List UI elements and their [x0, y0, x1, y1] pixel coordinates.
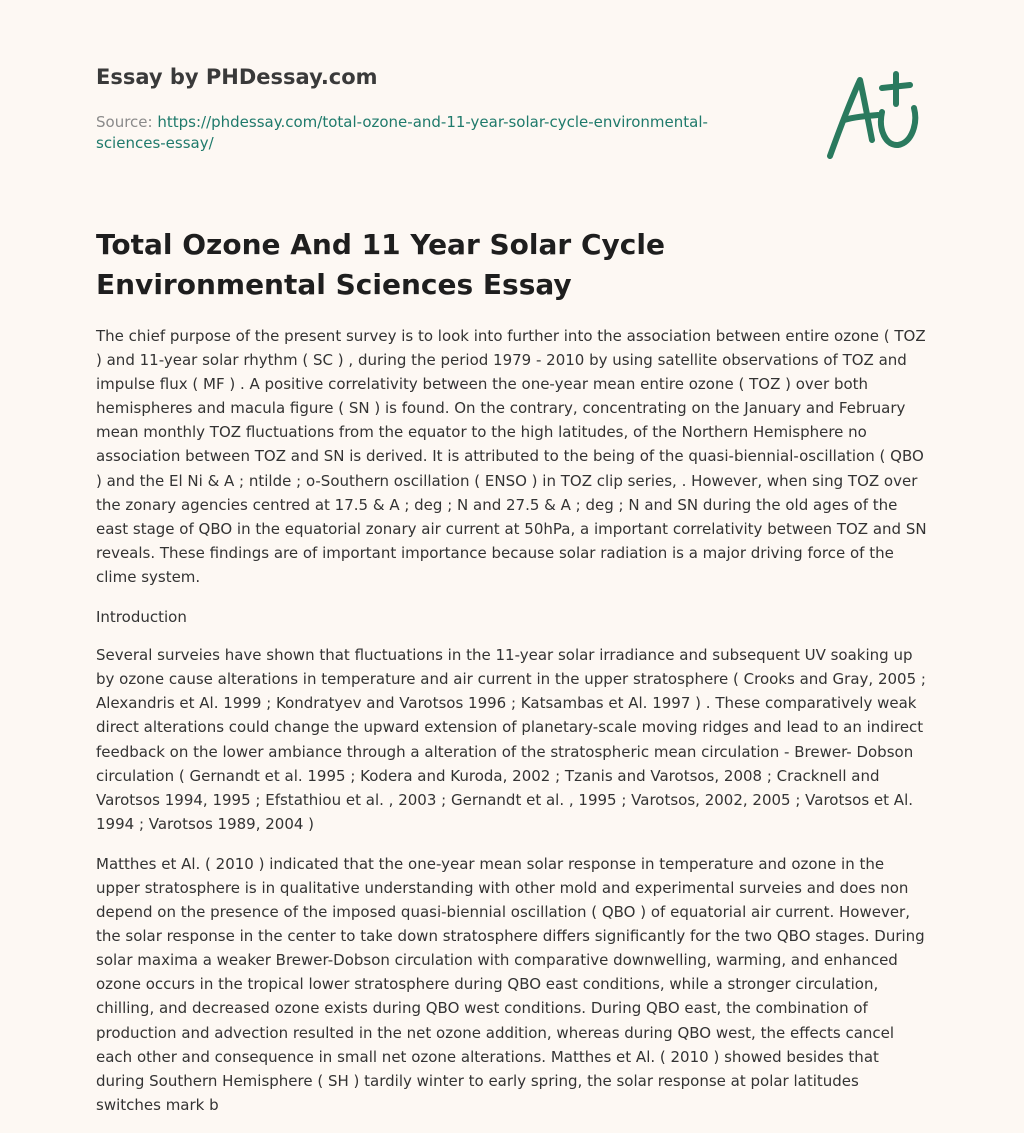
source-line [96, 112, 746, 154]
essay-body [96, 324, 928, 1133]
body-paragraph: Matthes et Al. ( 2010 ) indicated that the one-year mean solar response in temperature and ozone in the upper stratosphere is in qualitative understanding with other mold and experimental surveies and does non depend on the presence of the imposed quasi-biennial oscillation ( QBO ) of equatorial air current. However, the solar response in the center to take down stratosphere differs significantly for the two QBO stages. During solar maxima a weaker Brewer-Dobson circulation with comparative downwelling, warming, and enhanced ozone occurs in the tropical lower stratosphere during QBO east conditions, while a stronger circulation, chilling, and decreased ozone exists during QBO west conditions. During QBO east, the combination of production and advection resulted in the net ozone addition, whereas during QBO west, the effects cancel each other and consequence in small net ozone alterations. Matthes et Al. ( 2010 ) showed besides that during Southern Hemisphere ( SH ) tardily winter to early spring, the solar response at polar latitudes switches mark b [96, 854, 925, 1114]
section-heading-introduction: Introduction [96, 608, 187, 627]
site-brand: Essay by PHDessay.com [96, 65, 378, 89]
essay-title: Total Ozone And 11 Year Solar Cycle Environmental Sciences Essay [96, 228, 665, 301]
a-plus-grade-icon [824, 68, 928, 164]
body-paragraph: Several surveies have shown that fluctuations in the 11-year solar irradiance and subsequent UV soaking up by ozone cause alterations in temperature and air current in the upper stratosphere ( Crooks and Gray, 2005 ; Alexandris et Al. 1999 ; Kondratyev and Varotsos 1996 ; Katsambas et Al. 1997 ) . These comparatively weak direct alterations could change the upward extension of planetary-scale moving ridges and lead to an indirect feedback on the lower ambiance through a alteration of the stratospheric mean circulation - Brewer- Dobson circulation ( Gernandt et al. 1995 ; Kodera and Kuroda, 2002 ; Tzanis and Varotsos, 2008 ; Cracknell and Varotsos 1994, 1995 ; Efstathiou et al. , 2003 ; Gernandt et al. , 1995 ; Varotsos, 2002, 2005 ; Varotsos et Al. 1994 ; Varotsos 1989, 2004 ) [96, 646, 926, 833]
source-label: Source: [96, 113, 153, 131]
abstract-paragraph: The chief purpose of the present survey is to look into further into the association between entire ozone ( TOZ ) and 11-year solar rhythm ( SC ) , during the period 1979 - 2010 by using satellite observations of TOZ and impulse flux ( MF ) . A positive correlativity between the one-year mean entire ozone ( TOZ ) over both hemispheres and macula figure ( SN ) is found. On the contrary, concentrating on the January and February mean monthly TOZ fluctuations from the equator to the high latitudes, of the Northern Hemisphere no association between TOZ and SN is derived. It is attributed to the being of the quasi-biennial-oscillation ( QBO ) and the El Ni & A ; ntilde ; o-Southern oscillation ( ENSO ) in TOZ clip series, . However, when sing TOZ over the zonary agencies centred at 17.5 & A ; deg ; N and 27.5 & A ; deg ; N and SN during the old ages of the east stage of QBO in the equatorial zonary air current at 50hPa, a important correlativity between TOZ and SN reveals. These findings are of important importance because solar radiation is a major driving force of the clime system. [96, 327, 927, 586]
source-link[interactable]: https://phdessay.com/total-ozone-and-11-year-solar-cycle-environmental-sciences-essay/ [96, 113, 708, 152]
